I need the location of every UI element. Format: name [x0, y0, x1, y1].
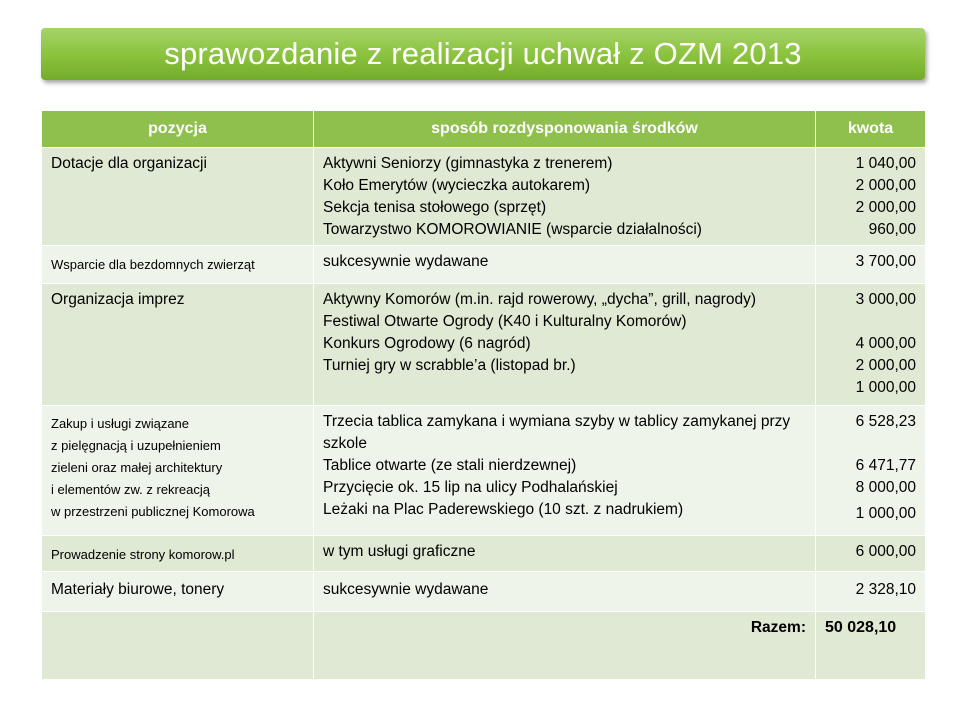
- method-item: Konkurs Ogrodowy (6 nagród): [323, 335, 531, 352]
- position-line: zieleni oraz małej architektury: [51, 460, 223, 475]
- method-cell: [314, 284, 816, 406]
- amount-value: 8 000,00: [855, 479, 916, 496]
- method-item: Towarzystwo KOMOROWIANIE (wsparcie działalności): [323, 221, 702, 238]
- method-item: Sekcja tenisa stołowego (sprzęt): [323, 199, 547, 216]
- total-label: Razem:: [750, 619, 806, 636]
- amount-value: 1 040,00: [855, 155, 916, 172]
- position-text: Prowadzenie strony komorow.pl: [51, 547, 235, 562]
- method-item: Aktywny Komorów (m.in. rajd rowerowy, „dycha”, grill, nagrody): [323, 291, 756, 308]
- amount-value: 3 700,00: [855, 253, 916, 270]
- amount-value: 6 471,77: [855, 457, 916, 474]
- amount-value: 3 000,00: [855, 291, 916, 308]
- position-text: Organizacja imprez: [51, 291, 185, 308]
- method-item: Leżaki na Plac Paderewskiego (10 szt. z nadrukiem): [323, 501, 684, 518]
- table-row: [42, 148, 926, 246]
- total-empty-cell: [42, 612, 314, 680]
- page-title: sprawozdanie z realizacji uchwał z OZM 2013: [164, 36, 802, 71]
- amount-cell: [816, 148, 926, 246]
- column-header-position: pozycja: [42, 111, 314, 148]
- method-item: Przycięcie ok. 15 lip na ulicy Podhalańskiej: [323, 479, 618, 496]
- method-item: Turniej gry w scrabble’a (listopad br.): [323, 357, 576, 374]
- method-item: Trzecia tablica zamykana i wymiana szyby w tablicy zamykanej przy szkole: [323, 413, 791, 452]
- amount-value: 2 000,00: [855, 199, 916, 216]
- position-cell: [42, 284, 314, 406]
- position-line: z pielęgnacją i uzupełnieniem: [51, 438, 221, 453]
- method-item: w tym usługi graficzne: [323, 543, 476, 560]
- table-row: [42, 284, 926, 406]
- position-cell: [42, 536, 314, 572]
- total-label-cell: [314, 612, 816, 680]
- total-value: 50 028,10: [825, 619, 897, 636]
- amount-cell: [816, 246, 926, 284]
- position-line: i elementów zw. z rekreacją: [51, 482, 210, 497]
- amount-value: 2 000,00: [855, 177, 916, 194]
- position-cell: [42, 148, 314, 246]
- method-item: Aktywni Seniorzy (gimnastyka z trenerem): [323, 155, 613, 172]
- method-cell: [314, 148, 816, 246]
- method-cell: [314, 572, 816, 612]
- position-line: Zakup i usługi związane: [51, 416, 190, 431]
- title-banner: [41, 28, 925, 80]
- table-row: [42, 536, 926, 572]
- amount-value: 2 000,00: [855, 357, 916, 374]
- method-cell: [314, 536, 816, 572]
- amount-value: 6 528,23: [855, 413, 916, 430]
- position-cell: [42, 246, 314, 284]
- amount-cell: [816, 536, 926, 572]
- position-cell: [42, 572, 314, 612]
- method-item: sukcesywnie wydawane: [323, 253, 489, 270]
- method-cell: [314, 406, 816, 536]
- amount-value: 2 328,10: [855, 581, 916, 598]
- table-row: [42, 406, 926, 536]
- position-line: w przestrzeni publicznej Komorowa: [51, 504, 255, 519]
- column-header-amount: kwota: [816, 111, 926, 148]
- column-header-method: sposób rozdysponowania środków: [314, 111, 816, 148]
- method-item: sukcesywnie wydawane: [323, 581, 489, 598]
- amount-value: 1 000,00: [855, 379, 916, 396]
- amount-value: 6 000,00: [855, 543, 916, 560]
- position-text: Dotacje dla organizacji: [51, 155, 207, 172]
- amount-value: 960,00: [868, 221, 916, 238]
- method-item: Koło Emerytów (wycieczka autokarem): [323, 177, 591, 194]
- total-value-cell: [816, 612, 926, 680]
- report-table: [41, 110, 926, 680]
- amount-cell: [816, 284, 926, 406]
- total-row: [42, 612, 926, 680]
- position-text: Wsparcie dla bezdomnych zwierząt: [51, 257, 255, 272]
- position-cell: [42, 406, 314, 536]
- method-item: Festiwal Otwarte Ogrody (K40 i Kulturalny Komorów): [323, 313, 687, 330]
- method-cell: [314, 246, 816, 284]
- amount-cell: [816, 572, 926, 612]
- method-item: Tablice otwarte (ze stali nierdzewnej): [323, 457, 577, 474]
- amount-value: 1 000,00: [855, 505, 916, 522]
- position-text: Materiały biurowe, tonery: [51, 581, 225, 598]
- amount-cell: [816, 406, 926, 536]
- table-row: [42, 246, 926, 284]
- amount-value: 4 000,00: [855, 335, 916, 352]
- table-header-row: [42, 111, 926, 148]
- table-row: [42, 572, 926, 612]
